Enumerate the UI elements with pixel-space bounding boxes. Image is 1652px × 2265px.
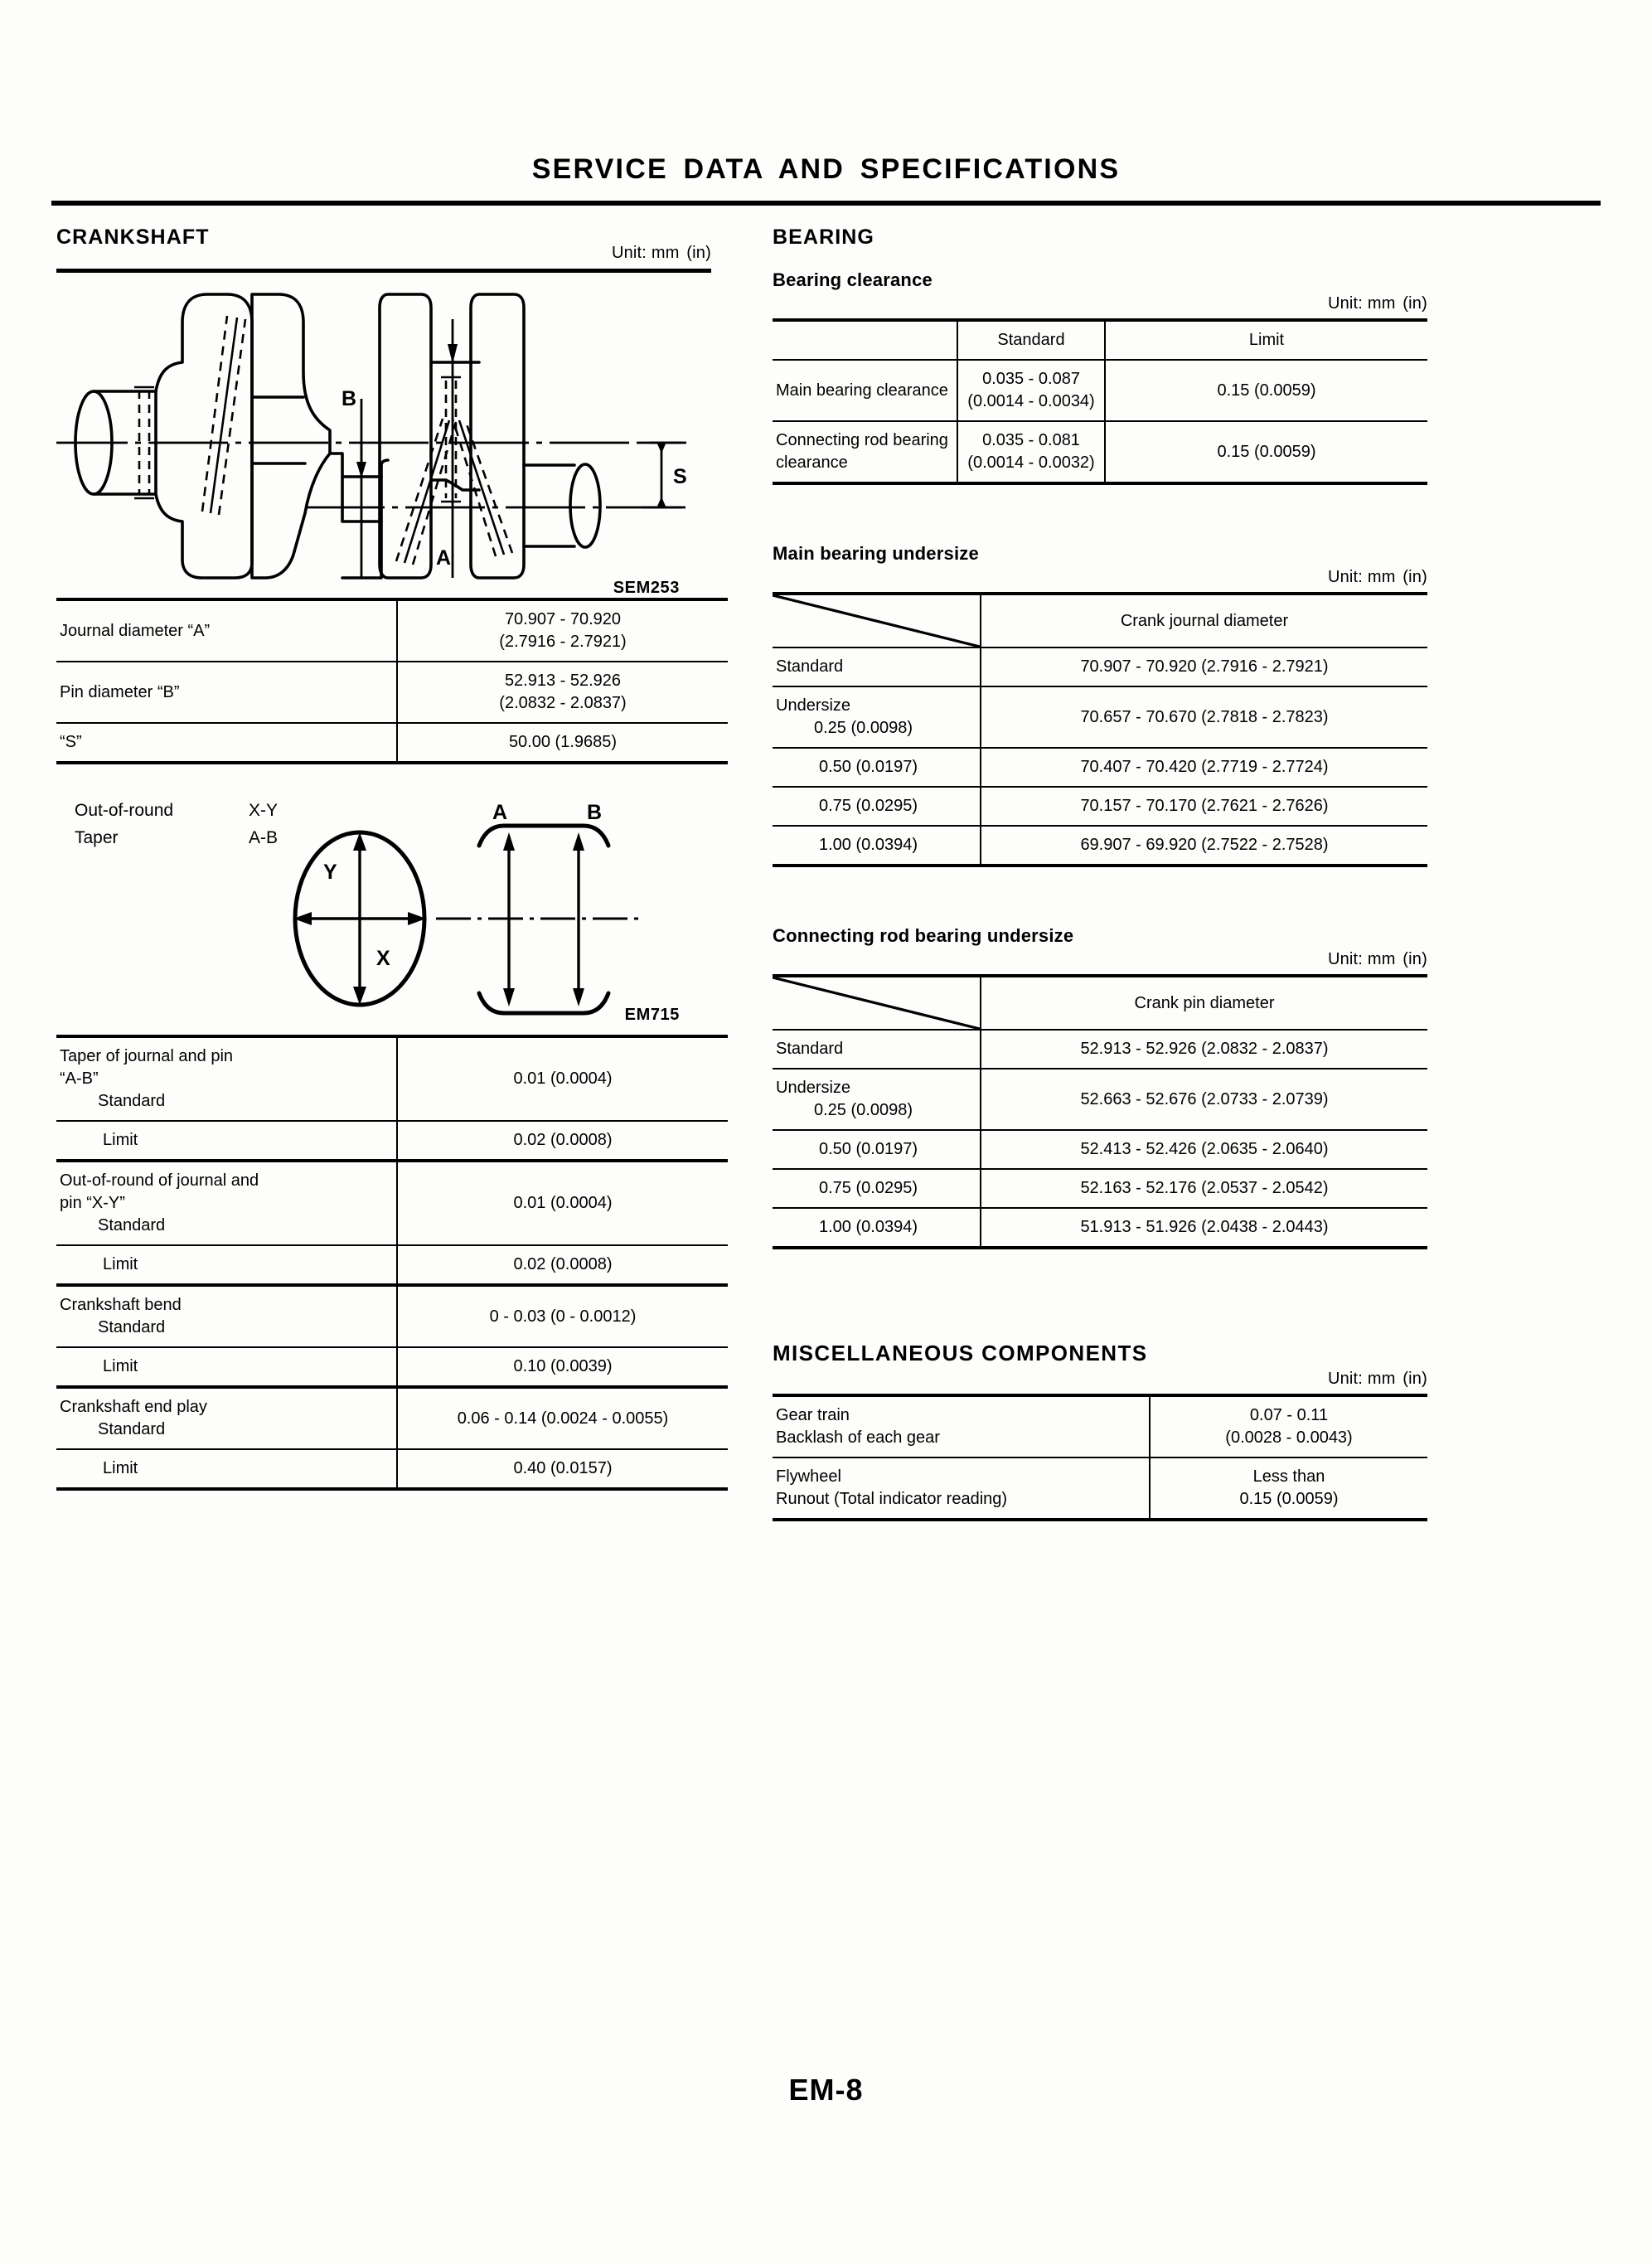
diagonal-slash-icon [773, 595, 980, 647]
row-value: 70.157 - 70.170 (2.7621 - 2.7626) [981, 787, 1427, 826]
row-label-line1: Flywheel [776, 1467, 841, 1486]
page-number: EM-8 [788, 2073, 864, 2107]
standard-mm: 0.035 - 0.081 [982, 431, 1080, 449]
row-label: Pin diameter “B” [56, 662, 397, 723]
row-value: 52.163 - 52.176 (2.0537 - 2.0542) [981, 1169, 1427, 1208]
table-row [56, 1121, 728, 1161]
row-value: 70.407 - 70.420 (2.7719 - 2.7724) [981, 748, 1427, 787]
row-standard [957, 421, 1105, 483]
row-value: 0.01 (0.0004) [397, 1036, 728, 1121]
unit-label: Unit: [1327, 950, 1364, 968]
row-label [56, 1245, 397, 1285]
taper-label-b: B [587, 803, 603, 824]
header-limit: Limit [1105, 320, 1427, 360]
table-row [56, 599, 728, 662]
unit-value: mm (in) [1367, 568, 1427, 586]
value-mm: 52.913 - 52.926 [504, 672, 622, 690]
row-value [1150, 1395, 1427, 1457]
crankshaft-figure [56, 273, 719, 598]
row-sub-label: Limit [103, 1131, 138, 1149]
unit-label: Unit: [611, 244, 647, 262]
row-sub-label: Standard [98, 1318, 166, 1336]
table-row [773, 787, 1427, 826]
out-of-round-taper-figure [56, 789, 719, 1035]
main-bearing-undersize-table [773, 592, 1427, 867]
row-label [773, 1169, 981, 1208]
ooor-symbol-2: A-B [249, 827, 279, 847]
crankshaft-drawing [56, 273, 719, 580]
table-row [773, 1069, 1427, 1130]
ooor-term-labels [75, 798, 173, 851]
row-value: 0 - 0.03 (0 - 0.0012) [397, 1285, 728, 1347]
group-heading-line2: “A-B” [60, 1069, 99, 1088]
row-label-group [56, 1161, 397, 1245]
row-label [773, 748, 981, 787]
taper-label-a: A [492, 803, 508, 824]
table-row [56, 1161, 728, 1245]
table-header-row [773, 976, 1427, 1030]
undersize-size: 0.75 (0.0295) [819, 797, 918, 815]
value-in: (2.7916 - 2.7921) [499, 633, 627, 651]
row-label: Standard [773, 1030, 981, 1069]
row-value: 70.907 - 70.920 (2.7916 - 2.7921) [981, 647, 1427, 686]
unit-value: mm (in) [1367, 950, 1427, 968]
crank-label-s: S [673, 465, 687, 488]
row-value: 0.40 (0.0157) [397, 1449, 728, 1489]
table-row [773, 686, 1427, 748]
ooor-term-1: Out-of-round [75, 801, 174, 820]
misc-components-section-title: MISCELLANEOUS COMPONENTS [773, 1341, 1148, 1365]
conrod-undersize-unit-note [773, 950, 1427, 969]
row-label [773, 686, 981, 748]
table-row [773, 1395, 1427, 1457]
group-heading-line1: Crankshaft bend [60, 1296, 182, 1314]
row-label-line2: clearance [776, 453, 848, 472]
row-sub-label: Standard [98, 1420, 166, 1438]
table-row [773, 1457, 1427, 1520]
row-sub-label: Limit [103, 1357, 138, 1375]
ooor-symbol-1: X-Y [249, 801, 279, 820]
row-label [56, 1121, 397, 1161]
row-sub-label: Limit [103, 1459, 138, 1477]
table-row [56, 1449, 728, 1489]
row-sub-label: Standard [98, 1092, 166, 1110]
row-value: 52.663 - 52.676 (2.0733 - 2.0739) [981, 1069, 1427, 1130]
group-heading-line1: Crankshaft end play [60, 1398, 207, 1416]
row-value: 50.00 (1.9685) [397, 723, 728, 763]
row-label-line1: Main bearing clearance [776, 381, 948, 400]
undersize-size: 0.75 (0.0295) [819, 1179, 918, 1197]
row-label [773, 421, 957, 483]
unit-value: mm (in) [1367, 294, 1427, 313]
table-row [56, 662, 728, 723]
value-mm: 70.907 - 70.920 [504, 610, 622, 628]
table-row [56, 723, 728, 763]
row-label: “S” [56, 723, 397, 763]
standard-in: (0.0014 - 0.0034) [967, 392, 1095, 410]
row-label: Journal diameter “A” [56, 599, 397, 662]
left-column [56, 226, 728, 1491]
row-value: 0.01 (0.0004) [397, 1161, 728, 1245]
table-row [773, 647, 1427, 686]
undersize-group-label: Undersize [776, 696, 851, 715]
header-standard: Standard [957, 320, 1105, 360]
right-column [773, 226, 1427, 1521]
crankshaft-section-title: CRANKSHAFT [56, 226, 210, 249]
row-sub-label: Standard [98, 1216, 166, 1234]
table-row [56, 1387, 728, 1449]
table-row [773, 748, 1427, 787]
row-value: 0.06 - 0.14 (0.0024 - 0.0055) [397, 1387, 728, 1449]
row-value: 52.913 - 52.926 (2.0832 - 2.0837) [981, 1030, 1427, 1069]
group-heading-line2: pin “X-Y” [60, 1194, 125, 1212]
row-label-line2: Runout (Total indicator reading) [776, 1490, 1008, 1508]
ellipse-label-x: X [376, 947, 390, 970]
undersize-size: 0.25 (0.0098) [814, 1101, 913, 1119]
bearing-section-title: BEARING [773, 226, 874, 249]
row-limit: 0.15 (0.0059) [1105, 421, 1427, 483]
table-header-row [773, 320, 1427, 360]
main-bearing-undersize-subtitle: Main bearing undersize [773, 543, 979, 564]
row-value: 52.413 - 52.426 (2.0635 - 2.0640) [981, 1130, 1427, 1169]
row-label [773, 1208, 981, 1248]
row-value: 51.913 - 51.926 (2.0438 - 2.0443) [981, 1208, 1427, 1248]
header-blank [773, 320, 957, 360]
row-label-group [56, 1387, 397, 1449]
table-row [56, 1036, 728, 1121]
row-value: 69.907 - 69.920 (2.7522 - 2.7528) [981, 826, 1427, 866]
row-value: 0.02 (0.0008) [397, 1245, 728, 1285]
row-value: 0.02 (0.0008) [397, 1121, 728, 1161]
table-row [56, 1285, 728, 1347]
table-row [773, 1208, 1427, 1248]
undersize-size: 0.50 (0.0197) [819, 1140, 918, 1158]
row-label [773, 1069, 981, 1130]
ooor-term-2: Taper [75, 827, 119, 847]
row-label [773, 1130, 981, 1169]
unit-label: Unit: [1327, 568, 1364, 586]
row-label-line2: Backlash of each gear [776, 1428, 940, 1447]
row-label-group [56, 1036, 397, 1121]
diagonal-header-cell [773, 976, 981, 1030]
row-standard [957, 360, 1105, 421]
value-line1: Less than [1252, 1467, 1325, 1486]
crankshaft-dimensions-table [56, 598, 728, 764]
main-undersize-unit-note [773, 568, 1427, 587]
row-value [1150, 1457, 1427, 1520]
misc-components-table [773, 1394, 1427, 1521]
header-divider-rule [51, 201, 1601, 206]
row-label-line1: Connecting rod bearing [776, 431, 948, 449]
ooor-taper-drawing [270, 803, 701, 1026]
crankshaft-unit-note [612, 244, 711, 263]
diagonal-header-cell [773, 594, 981, 647]
crank-label-a: A [436, 546, 452, 570]
ellipse-label-y: Y [323, 861, 337, 884]
table-row [773, 360, 1427, 421]
row-label [773, 826, 981, 866]
figure-code-em715: EM715 [624, 1006, 680, 1024]
row-value [397, 599, 728, 662]
undersize-size: 1.00 (0.0394) [819, 836, 918, 854]
row-value: 0.10 (0.0039) [397, 1347, 728, 1387]
conrod-bearing-undersize-table [773, 974, 1427, 1249]
row-label-group [56, 1285, 397, 1347]
value-line2: (0.0028 - 0.0043) [1225, 1428, 1353, 1447]
standard-in: (0.0014 - 0.0032) [967, 453, 1095, 472]
value-in: (2.0832 - 2.0837) [499, 694, 627, 712]
bearing-clearance-table [773, 318, 1427, 485]
standard-mm: 0.035 - 0.087 [982, 370, 1080, 388]
bearing-unit-note [773, 294, 1427, 313]
misc-unit-note [773, 1370, 1427, 1389]
row-limit: 0.15 (0.0059) [1105, 360, 1427, 421]
row-label: Standard [773, 647, 981, 686]
figure-code-sem253: SEM253 [613, 579, 680, 597]
row-label [56, 1449, 397, 1489]
row-value: 70.657 - 70.670 (2.7818 - 2.7823) [981, 686, 1427, 748]
table-row [773, 1030, 1427, 1069]
undersize-size: 0.50 (0.0197) [819, 758, 918, 776]
group-heading-line1: Taper of journal and pin [60, 1047, 234, 1065]
unit-value: mm (in) [651, 244, 711, 262]
diagonal-slash-icon [773, 977, 980, 1029]
unit-label: Unit: [1327, 294, 1364, 313]
unit-label: Unit: [1327, 1370, 1364, 1388]
row-label [56, 1347, 397, 1387]
page-title: SERVICE DATA AND SPECIFICATIONS [531, 153, 1121, 185]
page-header [0, 153, 1652, 186]
crankshaft-properties-table [56, 1035, 728, 1491]
table-row [56, 1245, 728, 1285]
table-row [56, 1347, 728, 1387]
row-label [773, 360, 957, 421]
undersize-size: 0.25 (0.0098) [814, 719, 913, 737]
header-column-title: Crank journal diameter [981, 594, 1427, 647]
crank-label-b: B [342, 387, 357, 410]
table-row [773, 1130, 1427, 1169]
table-header-row [773, 594, 1427, 647]
header-column-title: Crank pin diameter [981, 976, 1427, 1030]
page-footer [0, 2073, 1652, 2107]
table-row [773, 1169, 1427, 1208]
bearing-clearance-subtitle: Bearing clearance [773, 269, 933, 290]
value-line1: 0.07 - 0.11 [1249, 1406, 1329, 1424]
group-heading-line1: Out-of-round of journal and [60, 1171, 259, 1190]
row-sub-label: Limit [103, 1255, 138, 1273]
undersize-group-label: Undersize [776, 1079, 851, 1097]
conrod-undersize-subtitle: Connecting rod bearing undersize [773, 925, 1074, 946]
row-label-line1: Gear train [776, 1406, 850, 1424]
row-label [773, 787, 981, 826]
undersize-size: 1.00 (0.0394) [819, 1218, 918, 1236]
unit-value: mm (in) [1367, 1370, 1427, 1388]
table-row [773, 421, 1427, 483]
row-value [397, 662, 728, 723]
row-label [773, 1457, 1150, 1520]
row-label [773, 1395, 1150, 1457]
table-row [773, 826, 1427, 866]
value-line2: 0.15 (0.0059) [1239, 1490, 1339, 1508]
